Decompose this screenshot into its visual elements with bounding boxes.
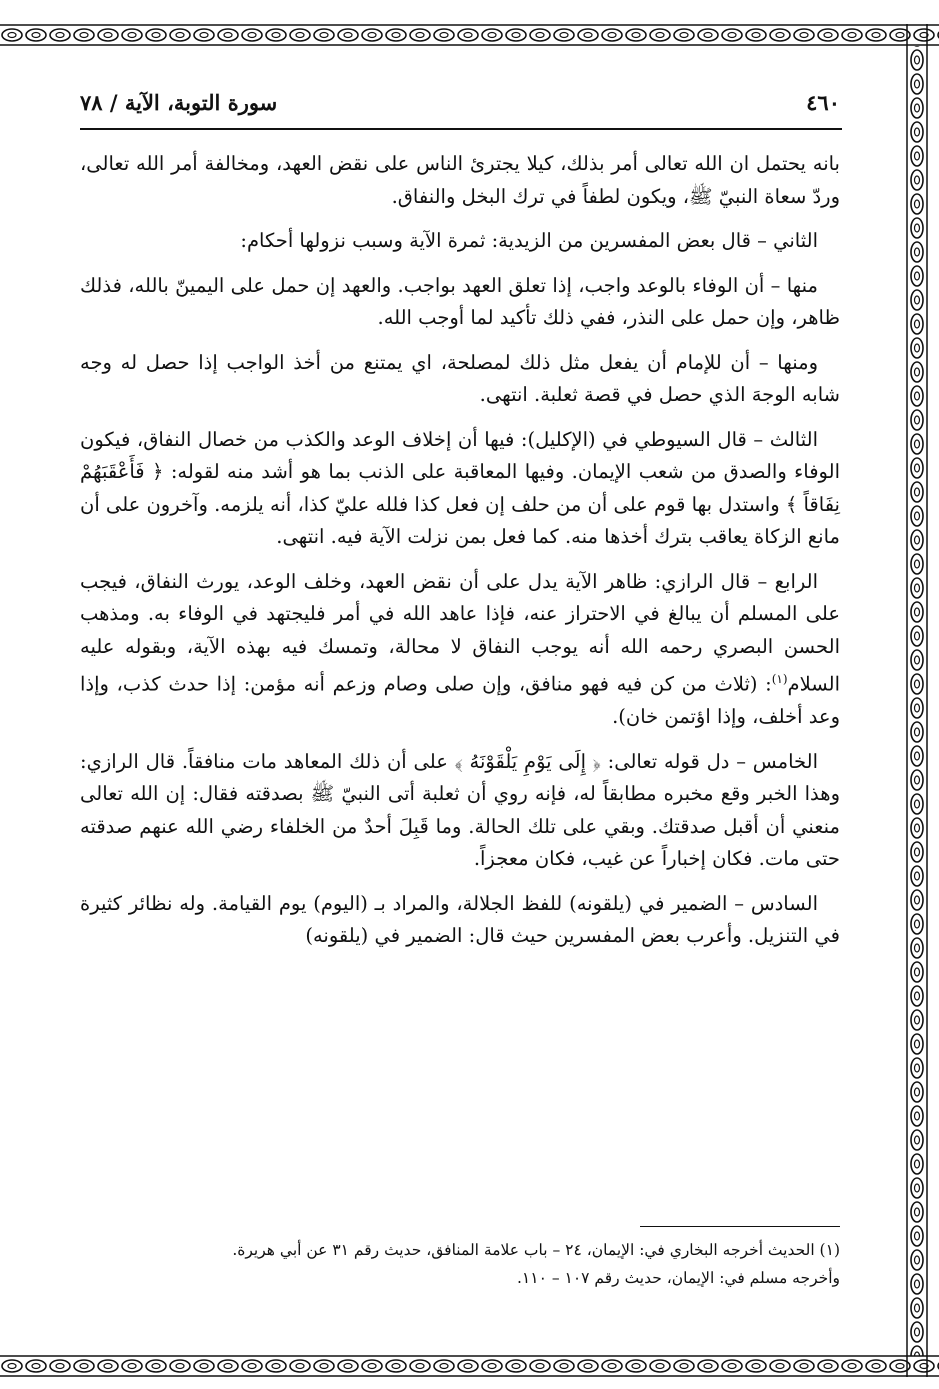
paragraph: ومنها – أن للإمام أن يفعل مثل ذلك لمصلحة، اي يمتنع من أخذ الواجب إذا حصل له وجه شابه الوجهَ الذي حصل في قصة ثعلبة. انتهى.	[80, 350, 840, 406]
paragraph-text: : (ثلاث من كن فيه فهو منافق، وإن صلى وصام وزعم أنه مؤمن: إذا حدث كذب، وإذا وعد أخلف، وإذا اؤتمن خان).	[80, 672, 840, 728]
paragraph	[80, 566, 840, 734]
paragraph: الثاني – قال بعض المفسرين من الزيدية: ثمرة الآية وسبب نزولها أحكام:	[240, 229, 818, 252]
header-divider	[80, 128, 842, 130]
footnotes	[80, 1236, 840, 1292]
footnote-line: وأخرجه مسلم في: الإيمان، حديث رقم ١٠٧ – ١١٠.	[516, 1269, 840, 1287]
right-border-ornament	[906, 0, 928, 1389]
paragraph: منها – أن الوفاء بالوعد واجب، إذا تعلق العهد بواجب. والعهد إن حمل على اليمينّ بالله، فذلك ظاهر، وإن حمل على النذر، ففي ذلك تأكيد لما أوجب الله.	[80, 273, 840, 329]
header-title: سورة التوبة، الآية / ٧٨	[80, 90, 278, 115]
paragraph: السادس – الضمير في (يلقونه) للفظ الجلالة، والمراد بـ (اليوم) يوم القيامة. وله نظائر كثيرة في التنزيل. وأعرب بعض المفسرين حيث قال: الضمير في (يلقونه)	[80, 891, 840, 947]
running-header	[80, 90, 840, 130]
footnote-line: (١) الحديث أخرجه البخاري في: الإيمان، ٢٤ – باب علامة المنافق، حديث رقم ٣١ عن أبي هريرة.	[232, 1241, 840, 1259]
paragraph: الثالث – قال السيوطي في (الإكليل): فيها أن إخلاف الوعد والكذب من خصال النفاق، فيكون الوفاء والصدق من شعب الإيمان. وفيها المعاقبة على الذنب بما هو أشد منه لقوله: ﴿ فَأَعْقَبَهُمْ نِفَاقاً ﴾ واستدل بها قوم على أن من حلف إن فعل كذا فلله عليّ كذا، أنه يلزمه. وآخرون على أن مانع الزكاة يعاقب بترك أخذها منه. كما فعل بمن نزلت الآية فيه. انتهى.	[80, 427, 840, 548]
top-border-ornament	[0, 24, 939, 46]
bottom-border-ornament	[0, 1355, 939, 1377]
paragraph-text: الرابع – قال الرازي: ظاهر الآية يدل على أن نقض العهد، وخلف الوعد، يورث النفاق، فيجب على المسلم أن يبالغ في الاحتراز عنه، فإذا عاهد الله في أمر فليجتهد في الوفاء به. ومذهب الحسن البصري رحمه الله أنه يوجب النفاق لا محالة، وتمسك فيه بهذه الآية، وبقوله عليه السلام	[80, 569, 840, 696]
paragraph: الخامس – دل قوله تعالى: ﴿ إِلَى يَوْمِ يَلْقَوْنَهُ ﴾ على أن ذلك المعاهد مات منافقاً. قال الرازي: وهذا الخبر وقع مخبره مطابقاً له، فإنه روي أن ثعلبة أتى النبيّ ﷺ بصدقته فقال: إن الله تعالى منعني أن أقبل صدقتك. وبقي على تلك الحالة. وما قَبِلَ أحدٌ من الخلفاء رضي الله عنهم صدقته حتى مات. فكان إخباراً عن غيب، فكان معجزاً.	[80, 749, 840, 870]
page-number: ٤٦٠	[806, 90, 840, 115]
paragraph: بانه يحتمل ان الله تعالى أمر بذلك، كيلا يجترئ الناس على نقض العهد، ومخالفة أمر الله تعالى، وردّ سعاة النبيّ ﷺ، ويكون لطفاً في ترك البخل والنفاق.	[80, 152, 840, 208]
footnote-divider	[640, 1226, 840, 1227]
footnote-marker: (١)	[771, 672, 788, 686]
body-text	[80, 148, 840, 965]
